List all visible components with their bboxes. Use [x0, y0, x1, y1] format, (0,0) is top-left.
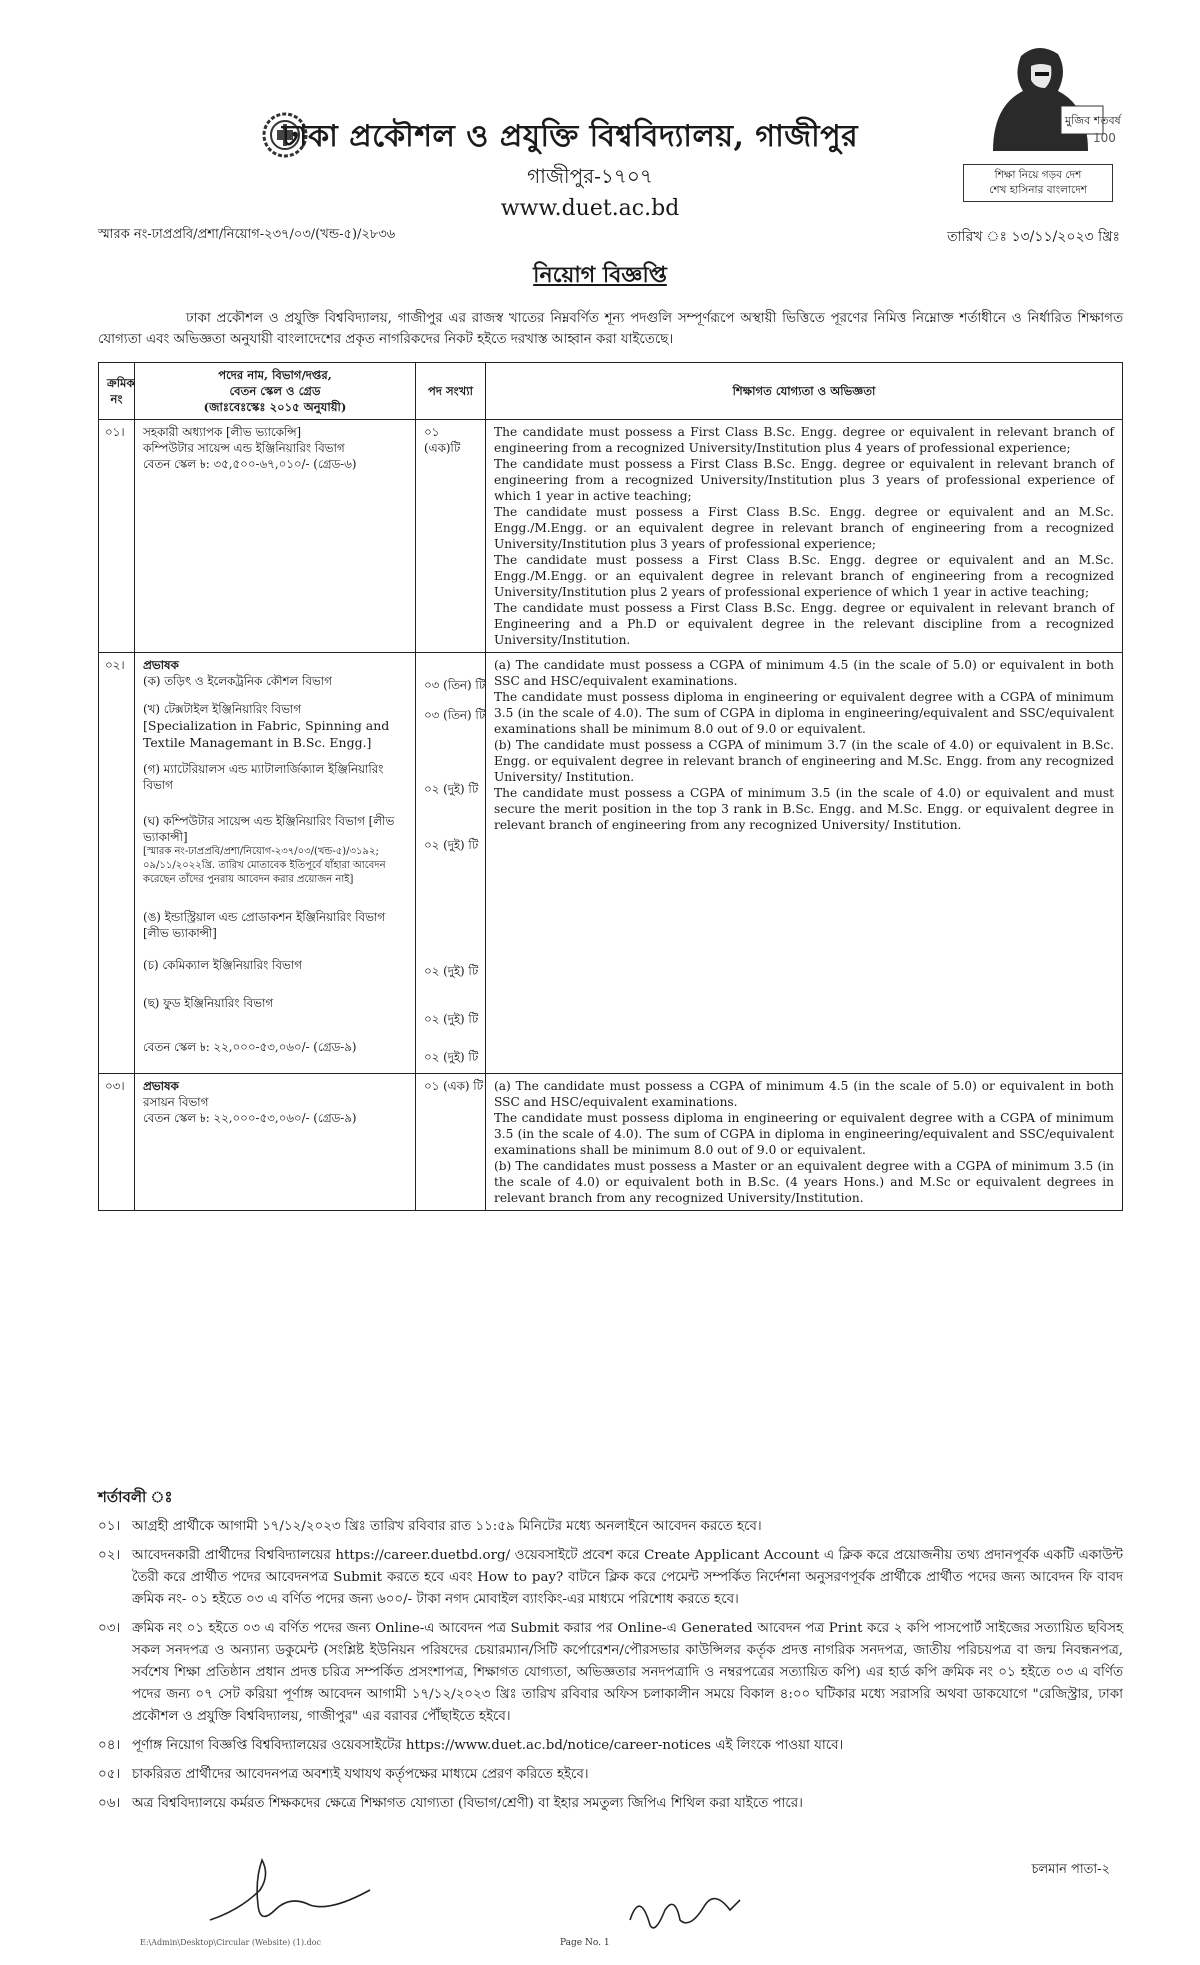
post-count: ০৩ (তিন) টি [424, 678, 486, 692]
university-name: ঢাকা প্রকৌশল ও প্রযুক্তি বিশ্ববিদ্যালয়, গাজীপুর [281, 119, 859, 154]
post-name: প্রভাষক [143, 658, 179, 672]
qualification-option: (b) The candidates must possess a Master or an equivalent degree with a CGPA of minimum 3.5 (in the scale of 4.0) or equivalent both in B.Sc. (4 years Hons.) and M.Sc or equivalent degrees in relevant branch from any recognized University/Institution. [494, 1159, 1114, 1205]
signature-right-icon [620, 1880, 750, 1940]
badge-slogan-line-2: শেখ হাসিনার বাংলাদেশ [989, 184, 1087, 196]
terms-heading: শর্তাবলী ঃ [98, 1488, 173, 1506]
footer-file-path: E:\Admin\Desktop\Circular (Website) (1).doc [140, 1938, 322, 1947]
row-post-cell [135, 1074, 416, 1211]
department-name: (ঘ) কম্পিউটার সায়েন্স এন্ড ইঞ্জিনিয়ারিং বিভাগ [লীভ ভ্যাকান্সী] [143, 814, 395, 844]
term-number: ০২। [98, 1548, 121, 1563]
row-serial: ০৩। [99, 1074, 135, 1211]
badge-slogan-line-1: শিক্ষা নিয়ে গড়ব দেশ [994, 169, 1082, 181]
term-item [98, 1618, 1123, 1728]
term-text: আগ্রহী প্রার্থীকে আগামী ১৭/১২/২০২৩ খ্রিঃ তারিখ রবিবার রাত ১১:৫৯ মিনিটের মধ্যে অনলাইনে আবেদন করতে হবে। [132, 1519, 762, 1534]
mujib-year-badge [953, 36, 1123, 208]
term-number: ০৩। [98, 1621, 121, 1636]
term-number: ০৬। [98, 1796, 121, 1811]
table-row [99, 1074, 1123, 1211]
term-number: ০৫। [98, 1767, 121, 1782]
term-text: অত্র বিশ্ববিদ্যালয়ে কর্মরত শিক্ষকদের ক্ষেত্রে শিক্ষাগত যোগ্যতা (বিভাগ/শ্রেণী) বা ইহার সমতুল্য জিপিএ শিথিল করা যাইতে পারে। [132, 1796, 803, 1811]
term-text: পূর্ণাঙ্গ নিয়োগ বিজ্ঞপ্তি বিশ্ববিদ্যালয়ের ওয়েবসাইটের https://www.duet.ac.bd/notice/career-notices এই লিংকে পাওয়া যাবে। [132, 1738, 844, 1753]
row-post-cell [135, 420, 416, 653]
post-count: ০২ (দুই) টি [424, 1012, 479, 1026]
term-text: ক্রমিক নং ০১ হইতে ০৩ এ বর্ণিত পদের জন্য Online-এ আবেদন পত্র Submit করার পর Online-এ Generated আবেদন পত্র Print করে ২ কপি পাসপোর্ট সাইজের সত্যায়িত ছবিসহ সকল সনদপত্র ও অন্যান্য ডকুমেন্ট (সংশ্লিষ্ট ইউনিয়ন পরিষদের চেয়ারম্যান/সিটি কর্পোরেশন/পৌরসভার কাউন্সিলর কর্তৃক প্রদত্ত নাগরিক সনদপত্র, জাতীয় পরিচয়পত্র বা জন্ম নিবন্ধনপত্র, সর্বশেষ শিক্ষা প্রতিষ্ঠান প্রধান প্রদত্ত চরিত্র সম্পর্কিত প্রসংশাপত্র, শিক্ষাগত যোগ্যতা, অভিজ্ঞতার সনদপত্রাদি ও নম্বরপত্রের সত্যায়িত কপি) এর হার্ড কপি ক্রমিক নং ০১ হইতে ০৩ এ বর্ণিত পদের জন্য ০৭ সেট করিয়া পূর্ণাঙ্গ আবেদন আগামী ১৭/১২/২০২৩ খ্রিঃ তারিখ রবিবার অফিস চলাকালীন সময়ে বিকাল ৪:০০ ঘটিকার মধ্যে সরাসরি অথবা ডাকযোগে "রেজিস্ট্রার, ঢাকা প্রকৌশল ও প্রযুক্তি বিশ্ববিদ্যালয়, গাজীপুর" এর বরাবর পৌঁছাইতে হইবে। [132, 1621, 1123, 1724]
portrait-icon [953, 36, 1123, 156]
post-count: ০১ (এক)টি [416, 420, 486, 653]
term-item [98, 1735, 1123, 1757]
department-name: (ঙ) ইন্ডাস্ট্রিয়াল এন্ড প্রোডাকশন ইঞ্জিনিয়ারিং বিভাগ [লীভ ভ্যাকান্সী] [143, 910, 386, 940]
recruitment-table [98, 362, 1123, 1211]
header-post-line-3: (জাঃবেঃস্কেঃ ২০১৫ অনুযায়ী) [203, 400, 347, 414]
department-name: রসায়ন বিভাগ [143, 1095, 209, 1109]
post-name: সহকারী অধ্যাপক [লীভ ভ্যাকেন্সি] [143, 425, 302, 439]
department-name: (ছ) ফুড ইঞ্জিনিয়ারিং বিভাগ [143, 996, 274, 1010]
header-post [135, 363, 416, 420]
post-count: ০২ (দুই) টি [424, 964, 479, 978]
row-serial: ০২। [99, 653, 135, 1074]
qualification-option: The candidate must possess a CGPA of minimum 3.5 (in the scale of 4.0) or equivalent and must secure the merit position in the top 3 rank in B.Sc. Engg. and M.Sc. Engg. or equivalent degree in relevant branch of engineering from any recognized University/ Institution. [494, 786, 1114, 832]
postal-code: গাজীপুর-১৭০৭ [527, 164, 653, 188]
badge-slogan-box [963, 164, 1113, 202]
post-count: ০৩ (তিন) টি [424, 708, 486, 722]
department-name: (চ) কেমিক্যাল ইঞ্জিনিয়ারিং বিভাগ [143, 958, 302, 972]
row-post-cell [135, 653, 416, 1074]
pay-scale: বেতন স্কেল ৳: ৩৫,৫০০-৬৭,০১০/- (গ্রেড-৬) [143, 457, 357, 471]
department-name: (ক) তড়িৎ ও ইলেকট্রনিক কৌশল বিভাগ [143, 674, 332, 688]
term-item [98, 1516, 1123, 1538]
header-serial: ক্রমিক নং [99, 363, 135, 420]
post-count: ০২ (দুই) টি [424, 838, 479, 852]
terms-list [98, 1516, 1123, 1822]
qualification-option: The candidate must possess diploma in engineering or equivalent degree with a CGPA of minimum 3.5 (in the scale of 4.0). The sum of CGPA in diploma in engineering/equivalent and SSC/equivalent examinations shall be minimum 8.0 out of 9.0 or equivalent. [494, 1111, 1114, 1157]
pay-scale: বেতন স্কেল ৳: ২২,০০০-৫৩,০৬০/- (গ্রেড-৯) [143, 1111, 357, 1125]
table-header-row [99, 363, 1123, 420]
term-item [98, 1764, 1123, 1786]
notice-date: তারিখ ঃ ১৩/১১/২০২৩ খ্রিঃ [947, 229, 1120, 245]
post-count: ০২ (দুই) টি [424, 782, 479, 796]
qualification-option: The candidate must possess a First Class B.Sc. Engg. degree or equivalent in relevant branch of engineering from a recognized University/Institution plus 3 years of professional experience of which 1 year in active teaching; [494, 457, 1114, 503]
qualification-option: (a) The candidate must possess a CGPA of minimum 4.5 (in the scale of 5.0) or equivalent in both SSC and HSC/equivalent examinations. [494, 1079, 1114, 1109]
footer-page-number: Page No. 1 [560, 1938, 610, 1948]
header-count: পদ সংখ্যা [416, 363, 486, 420]
header-qualification: শিক্ষাগত যোগ্যতা ও অভিজ্ঞতা [486, 363, 1123, 420]
qualification-cell [486, 420, 1123, 653]
intro-paragraph: ঢাকা প্রকৌশল ও প্রযুক্তি বিশ্ববিদ্যালয়, গাজীপুর এর রাজস্ব খাতের নিম্নবর্ণিত শূন্য পদগুলি সম্পূর্ণরূপে অস্থায়ী ভিত্তিতে পূরণের নিমিত্ত নিম্নোক্ত শর্তাধীনে ও নির্ধারিত শিক্ষাগত যোগ্যতা এবং অভিজ্ঞতা অনুযায়ী বাংলাদেশের প্রকৃত নাগরিকদের নিকট হইতে দরখাস্ত আহ্বান করা যাইতেছে। [98, 311, 1123, 347]
qualification-option: (b) The candidate must possess a CGPA of minimum 3.7 (in the scale of 4.0) or equivalent in B.Sc. Engg. or equivalent degree in relevant branch of engineering and M.Sc. Engg. from any recognized University/ Institution. [494, 738, 1114, 784]
qualification-cell [486, 1074, 1123, 1211]
post-count-cell [416, 653, 486, 1074]
notice-title: নিয়োগ বিজ্ঞপ্তি [533, 262, 667, 288]
department-name: কম্পিউটার সায়েন্স এন্ড ইঞ্জিনিয়ারিং বিভাগ [143, 441, 345, 455]
qualification-option: The candidate must possess a First Class B.Sc. Engg. degree or equivalent and an M.Sc. Engg./M.Engg. or an equivalent degree in relevant branch of engineering from a recognized University/Institution plus 3 years of professional experience; [494, 505, 1114, 551]
memo-number: স্মারক নং-ঢাপ্রপ্রবি/প্রশা/নিয়োগ-২৩৭/০৩/(খন্ড-৫)/২৮৩৬ [98, 227, 396, 242]
term-number: ০৪। [98, 1738, 121, 1753]
term-item [98, 1545, 1123, 1611]
row-serial: ০১। [99, 420, 135, 653]
qualification-option: The candidate must possess diploma in engineering or equivalent degree with a CGPA of minimum 3.5 (in the scale of 4.0). The sum of CGPA in diploma in engineering/equivalent and SSC/equivalent examinations shall be minimum 8.0 out of 9.0 or equivalent. [494, 690, 1114, 736]
department-note: [Specialization in Fabric, Spinning and Textile Managemant in B.Sc. Engg.] [143, 718, 390, 750]
term-item [98, 1793, 1123, 1815]
table-row [99, 653, 1123, 1074]
term-text: আবেদনকারী প্রার্থীদের বিশ্ববিদ্যালয়ের https://career.duetbd.org/ ওয়েবসাইটে প্রবেশ করে Create Applicant Account এ ক্লিক করে প্রয়োজনীয় তথ্য প্রদানপূর্বক একটি একাউন্ট তৈরী করে প্রার্থীত পদের আবেদনপত্র Submit করতে হবে এবং How to pay? বাটনে ক্লিক করে পেমেন্ট সম্পর্কিত নির্দেশনা অনুসরণপূর্বক প্রার্থীকে প্রার্থীত পদের জন্য আবেদন ফি বাবদ ক্রমিক নং- ০১ হইতে ০৩ এ বর্ণিত পদের জন্য ৬০০/- টাকা নগদ মোবাইল ব্যাংকিং-এর মাধ্যমে পরিশোধ করতে হবে। [132, 1548, 1123, 1607]
qualification-cell [486, 653, 1123, 1074]
table-row [99, 420, 1123, 653]
signature-left-icon [200, 1850, 380, 1930]
university-website: www.duet.ac.bd [500, 196, 680, 221]
qualification-option: The candidate must possess a First Class B.Sc. Engg. degree or equivalent and an M.Sc. Engg./M.Engg. or an equivalent degree in relevant branch of engineering from a recognized University/Institution plus 2 years of professional experience of which 1 year in active teaching; [494, 553, 1114, 599]
post-name: প্রভাষক [143, 1079, 179, 1093]
qualification-option: (a) The candidate must possess a CGPA of minimum 4.5 (in the scale of 5.0) or equivalent in both SSC and HSC/equivalent examinations. [494, 658, 1114, 688]
department-note: [স্মারক নং-ঢাপ্রপ্রবি/প্রশা/নিয়োগ-২৩৭/০৩/(খন্ড-৫)/৩১৯২; ০৯/১১/২০২২খ্রি. তারিখ মোতাবেক ইতিপূর্বে যাঁহারা আবেদন করেছেন তাঁদের পুনরায় আবেদন করার প্রয়োজন নাই] [143, 846, 386, 885]
department-name: (খ) টেক্সটাইল ইঞ্জিনিয়ারিং বিভাগ [143, 702, 302, 716]
qualification-option: The candidate must possess a First Class B.Sc. Engg. degree or equivalent in relevant branch of Engineering and a Ph.D or equivalent degree in the relevant discipline from a recognized University/Institution. [494, 601, 1114, 647]
post-count: ০১ (এক) টি [416, 1074, 486, 1211]
department-name: (গ) ম্যাটেরিয়ালস এন্ড ম্যাটালার্জিক্যাল ইঞ্জিনিয়ারিং বিভাগ [143, 762, 384, 792]
term-text: চাকরিরত প্রার্থীদের আবেদনপত্র অবশ্যই যথাযথ কর্তৃপক্ষের মাধ্যমে প্রেরণ করিতে হইবে। [132, 1767, 589, 1782]
qualification-option: The candidate must possess a First Class B.Sc. Engg. degree or equivalent in relevant branch of engineering from a recognized University/Institution plus 4 years of professional experience; [494, 425, 1114, 455]
post-count: ০২ (দুই) টি [424, 1050, 479, 1064]
badge-number: 100 [1093, 131, 1116, 145]
badge-logo-text: মুজিব শতবর্ষ [1065, 114, 1121, 127]
header-post-line-2: বেতন স্কেল ও গ্রেড [229, 384, 321, 398]
pay-scale: বেতন স্কেল ৳: ২২,০০০-৫৩,০৬০/- (গ্রেড-৯) [143, 1040, 357, 1054]
continued-page-note: চলমান পাতা-২ [1031, 1862, 1110, 1877]
header-post-line-1: পদের নাম, বিভাগ/দপ্তর, [218, 368, 332, 382]
term-number: ০১। [98, 1519, 121, 1534]
